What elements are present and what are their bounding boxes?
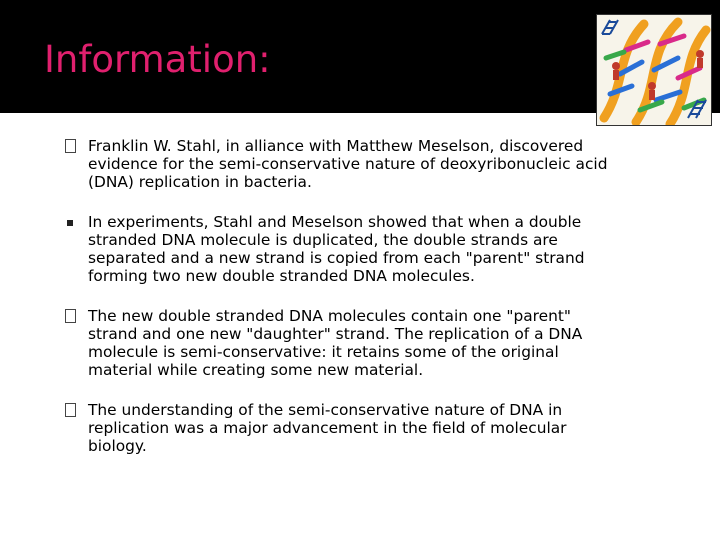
bullet-list xyxy=(64,137,624,477)
bullet-box-icon xyxy=(65,139,76,153)
bullet-box-icon xyxy=(65,403,76,417)
dna-ladder-people-clipart xyxy=(596,14,712,126)
bullet-text: The new double stranded DNA molecules contain one "parent" strand and one new "daughter" strand. The replication of a DNA molecule is semi-conservative: it retains some of the original material while creating some new material. xyxy=(88,307,583,379)
bullet-text: Franklin W. Stahl, in alliance with Matthew Meselson, discovered evidence for the semi-conservative nature of deoxyribonucleic acid (DNA) replication in bacteria. xyxy=(88,137,608,191)
bullet-item xyxy=(64,137,624,191)
bullet-item xyxy=(64,213,624,285)
bullet-item xyxy=(64,401,624,455)
bullet-text: The understanding of the semi-conservative nature of DNA in replication was a major advancement in the field of molecular biology. xyxy=(88,401,567,455)
bullet-box-icon xyxy=(65,309,76,323)
bullet-square-icon xyxy=(67,220,73,226)
bullet-text: In experiments, Stahl and Meselson showed that when a double stranded DNA molecule is duplicated, the double strands are separated and a new strand is copied from each "parent" strand forming two new double stranded DNA molecules. xyxy=(88,213,585,285)
slide-title: Information: xyxy=(44,38,271,81)
bullet-item xyxy=(64,307,624,379)
